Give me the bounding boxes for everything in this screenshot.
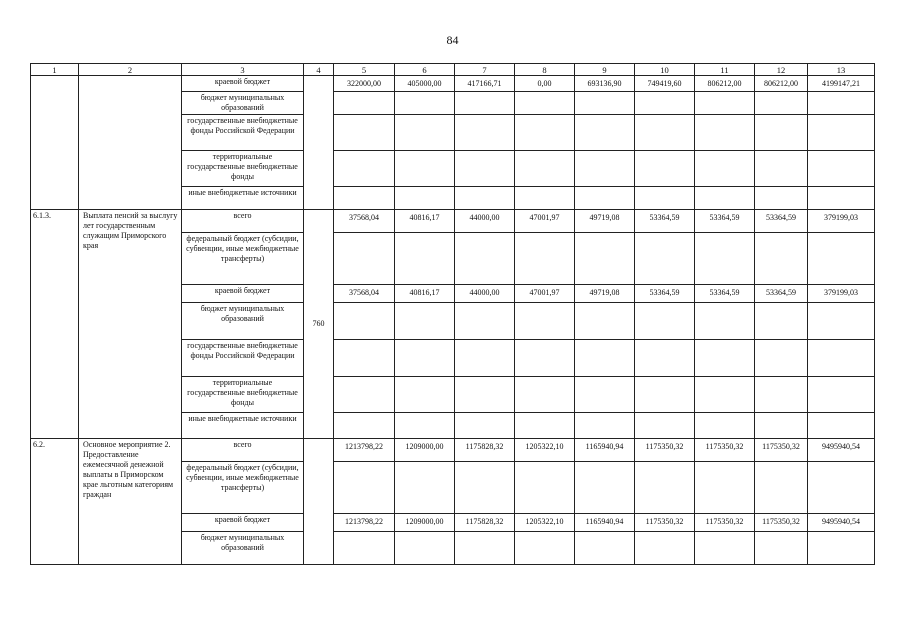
value-cell [515,115,575,151]
row-number-cell: 6.2. [31,439,79,565]
table-row [31,439,875,462]
value-cell [455,377,515,413]
funding-source-cell: бюджет муниципальных образований [182,303,304,340]
value-cell: 379199,03 [808,285,875,303]
value-cell [755,92,808,115]
value-cell [695,340,755,377]
value-cell [755,151,808,187]
value-cell [635,532,695,565]
page-number: 84 [446,33,459,47]
header-cell: 1 [31,64,79,76]
value-cell [808,462,875,514]
funding-source-cell: федеральный бюджет (субсидии, субвенции, иные межбюджетные трансферты) [182,462,304,514]
value-cell: 49719,08 [575,210,635,233]
value-cell: 1209000,00 [395,514,455,532]
value-cell [808,187,875,210]
funding-source-cell: территориальные государственные внебюджетные фонды [182,151,304,187]
value-cell [695,151,755,187]
value-cell [455,233,515,285]
value-cell [808,92,875,115]
value-cell [334,532,395,565]
value-cell [635,92,695,115]
value-cell [575,151,635,187]
value-cell: 1175350,32 [635,439,695,462]
funding-source-cell: бюджет муниципальных образований [182,532,304,565]
value-cell: 47001,97 [515,210,575,233]
header-cell: 2 [79,64,182,76]
value-cell [695,233,755,285]
value-cell: 37568,04 [334,285,395,303]
funding-source-cell: краевой бюджет [182,76,304,92]
value-cell [635,377,695,413]
row-number-cell: 6.1.3. [31,210,79,439]
funding-source-cell: краевой бюджет [182,514,304,532]
funding-source-cell: всего [182,439,304,462]
value-cell [334,413,395,439]
value-cell [575,92,635,115]
value-cell [695,413,755,439]
value-cell [334,187,395,210]
value-cell [515,462,575,514]
value-cell: 1175350,32 [635,514,695,532]
value-cell [635,151,695,187]
value-cell [395,340,455,377]
value-cell [755,532,808,565]
value-cell [635,115,695,151]
value-cell [395,462,455,514]
value-cell: 1205322,10 [515,439,575,462]
value-cell: 806212,00 [695,76,755,92]
value-cell [755,377,808,413]
value-cell: 47001,97 [515,285,575,303]
table-row [31,76,875,92]
value-cell: 1175350,32 [755,439,808,462]
header-cell: 12 [755,64,808,76]
value-cell [695,92,755,115]
value-cell [395,151,455,187]
funding-source-cell: иные внебюджетные источники [182,413,304,439]
value-cell [395,187,455,210]
value-cell: 379199,03 [808,210,875,233]
value-cell [755,233,808,285]
value-cell [575,233,635,285]
value-cell [455,303,515,340]
value-cell: 9495940,54 [808,514,875,532]
value-cell [755,303,808,340]
value-cell [515,340,575,377]
value-cell [395,303,455,340]
funding-source-cell: бюджет муниципальных образований [182,92,304,115]
value-cell: 322000,00 [334,76,395,92]
value-cell: 1165940,94 [575,439,635,462]
value-cell: 40816,17 [395,210,455,233]
value-cell [575,413,635,439]
value-cell [575,340,635,377]
activity-name-cell: Выплата пенсий за выслугу лет государственным служащим Приморского края [79,210,182,439]
executor-code-cell [304,76,334,210]
value-cell [455,187,515,210]
funding-source-cell: краевой бюджет [182,285,304,303]
value-cell: 693136,90 [575,76,635,92]
value-cell: 1165940,94 [575,514,635,532]
value-cell: 1175350,32 [695,439,755,462]
funding-source-cell: иные внебюджетные источники [182,187,304,210]
value-cell [695,303,755,340]
funding-source-cell: государственные внебюджетные фонды Российской Федерации [182,340,304,377]
value-cell [455,413,515,439]
value-cell [575,303,635,340]
activity-name-cell: Основное мероприятие 2. Предоставление ежемесячной денежной выплаты в Приморском крае льготным категориям граждан [79,439,182,565]
header-cell: 10 [635,64,695,76]
activity-name-cell [79,76,182,210]
value-cell: 49719,08 [575,285,635,303]
header-cell: 3 [182,64,304,76]
value-cell [635,187,695,210]
funding-source-cell: федеральный бюджет (субсидии, субвенции, иные межбюджетные трансферты) [182,233,304,285]
value-cell [455,340,515,377]
value-cell [334,377,395,413]
value-cell [808,377,875,413]
value-cell: 40816,17 [395,285,455,303]
value-cell: 1213798,22 [334,514,395,532]
value-cell [808,532,875,565]
value-cell [334,303,395,340]
value-cell [575,462,635,514]
value-cell [515,532,575,565]
header-cell: 8 [515,64,575,76]
value-cell: 1175828,32 [455,514,515,532]
value-cell [695,377,755,413]
header-cell: 6 [395,64,455,76]
value-cell [515,151,575,187]
value-cell [334,340,395,377]
value-cell: 0,00 [515,76,575,92]
value-cell [395,233,455,285]
value-cell [334,462,395,514]
value-cell: 1213798,22 [334,439,395,462]
value-cell [455,151,515,187]
value-cell: 44000,00 [455,210,515,233]
value-cell: 37568,04 [334,210,395,233]
executor-code-cell: 760 [304,210,334,439]
value-cell [635,340,695,377]
value-cell [395,413,455,439]
value-cell [695,532,755,565]
value-cell [695,462,755,514]
value-cell [395,92,455,115]
value-cell [695,187,755,210]
value-cell [395,532,455,565]
value-cell: 1175350,32 [695,514,755,532]
value-cell: 405000,00 [395,76,455,92]
value-cell [635,462,695,514]
value-cell: 53364,59 [635,210,695,233]
value-cell [515,303,575,340]
budget-table [30,63,875,565]
value-cell [635,303,695,340]
value-cell: 53364,59 [755,285,808,303]
value-cell: 9495940,54 [808,439,875,462]
value-cell [808,233,875,285]
value-cell [575,115,635,151]
header-cell: 4 [304,64,334,76]
header-cell: 7 [455,64,515,76]
value-cell [455,92,515,115]
row-number-cell [31,76,79,210]
value-cell [808,413,875,439]
value-cell [755,115,808,151]
funding-source-cell: всего [182,210,304,233]
value-cell [455,532,515,565]
value-cell: 806212,00 [755,76,808,92]
value-cell [515,377,575,413]
value-cell [755,462,808,514]
header-row [31,64,875,76]
value-cell [515,413,575,439]
value-cell [575,377,635,413]
value-cell [455,462,515,514]
funding-source-cell: территориальные государственные внебюджетные фонды [182,377,304,413]
value-cell: 1205322,10 [515,514,575,532]
value-cell [808,303,875,340]
value-cell [808,340,875,377]
value-cell [334,151,395,187]
table-row [31,210,875,233]
value-cell [808,151,875,187]
value-cell [395,377,455,413]
header-cell: 9 [575,64,635,76]
header-cell: 13 [808,64,875,76]
value-cell: 1209000,00 [395,439,455,462]
value-cell: 44000,00 [455,285,515,303]
value-cell [808,115,875,151]
value-cell [334,233,395,285]
value-cell: 1175828,32 [455,439,515,462]
value-cell [515,233,575,285]
value-cell: 1175350,32 [755,514,808,532]
value-cell [334,92,395,115]
value-cell [515,187,575,210]
value-cell [755,413,808,439]
header-cell: 11 [695,64,755,76]
value-cell [635,233,695,285]
value-cell: 749419,60 [635,76,695,92]
value-cell: 53364,59 [755,210,808,233]
value-cell [695,115,755,151]
value-cell [755,187,808,210]
value-cell [395,115,455,151]
value-cell [455,115,515,151]
value-cell: 53364,59 [635,285,695,303]
value-cell [755,340,808,377]
value-cell [635,413,695,439]
header-cell: 5 [334,64,395,76]
value-cell: 4199147,21 [808,76,875,92]
value-cell: 53364,59 [695,210,755,233]
executor-code-cell [304,439,334,565]
value-cell [515,92,575,115]
value-cell [334,115,395,151]
value-cell: 53364,59 [695,285,755,303]
value-cell [575,532,635,565]
funding-source-cell: государственные внебюджетные фонды Российской Федерации [182,115,304,151]
value-cell: 417166,71 [455,76,515,92]
value-cell [575,187,635,210]
